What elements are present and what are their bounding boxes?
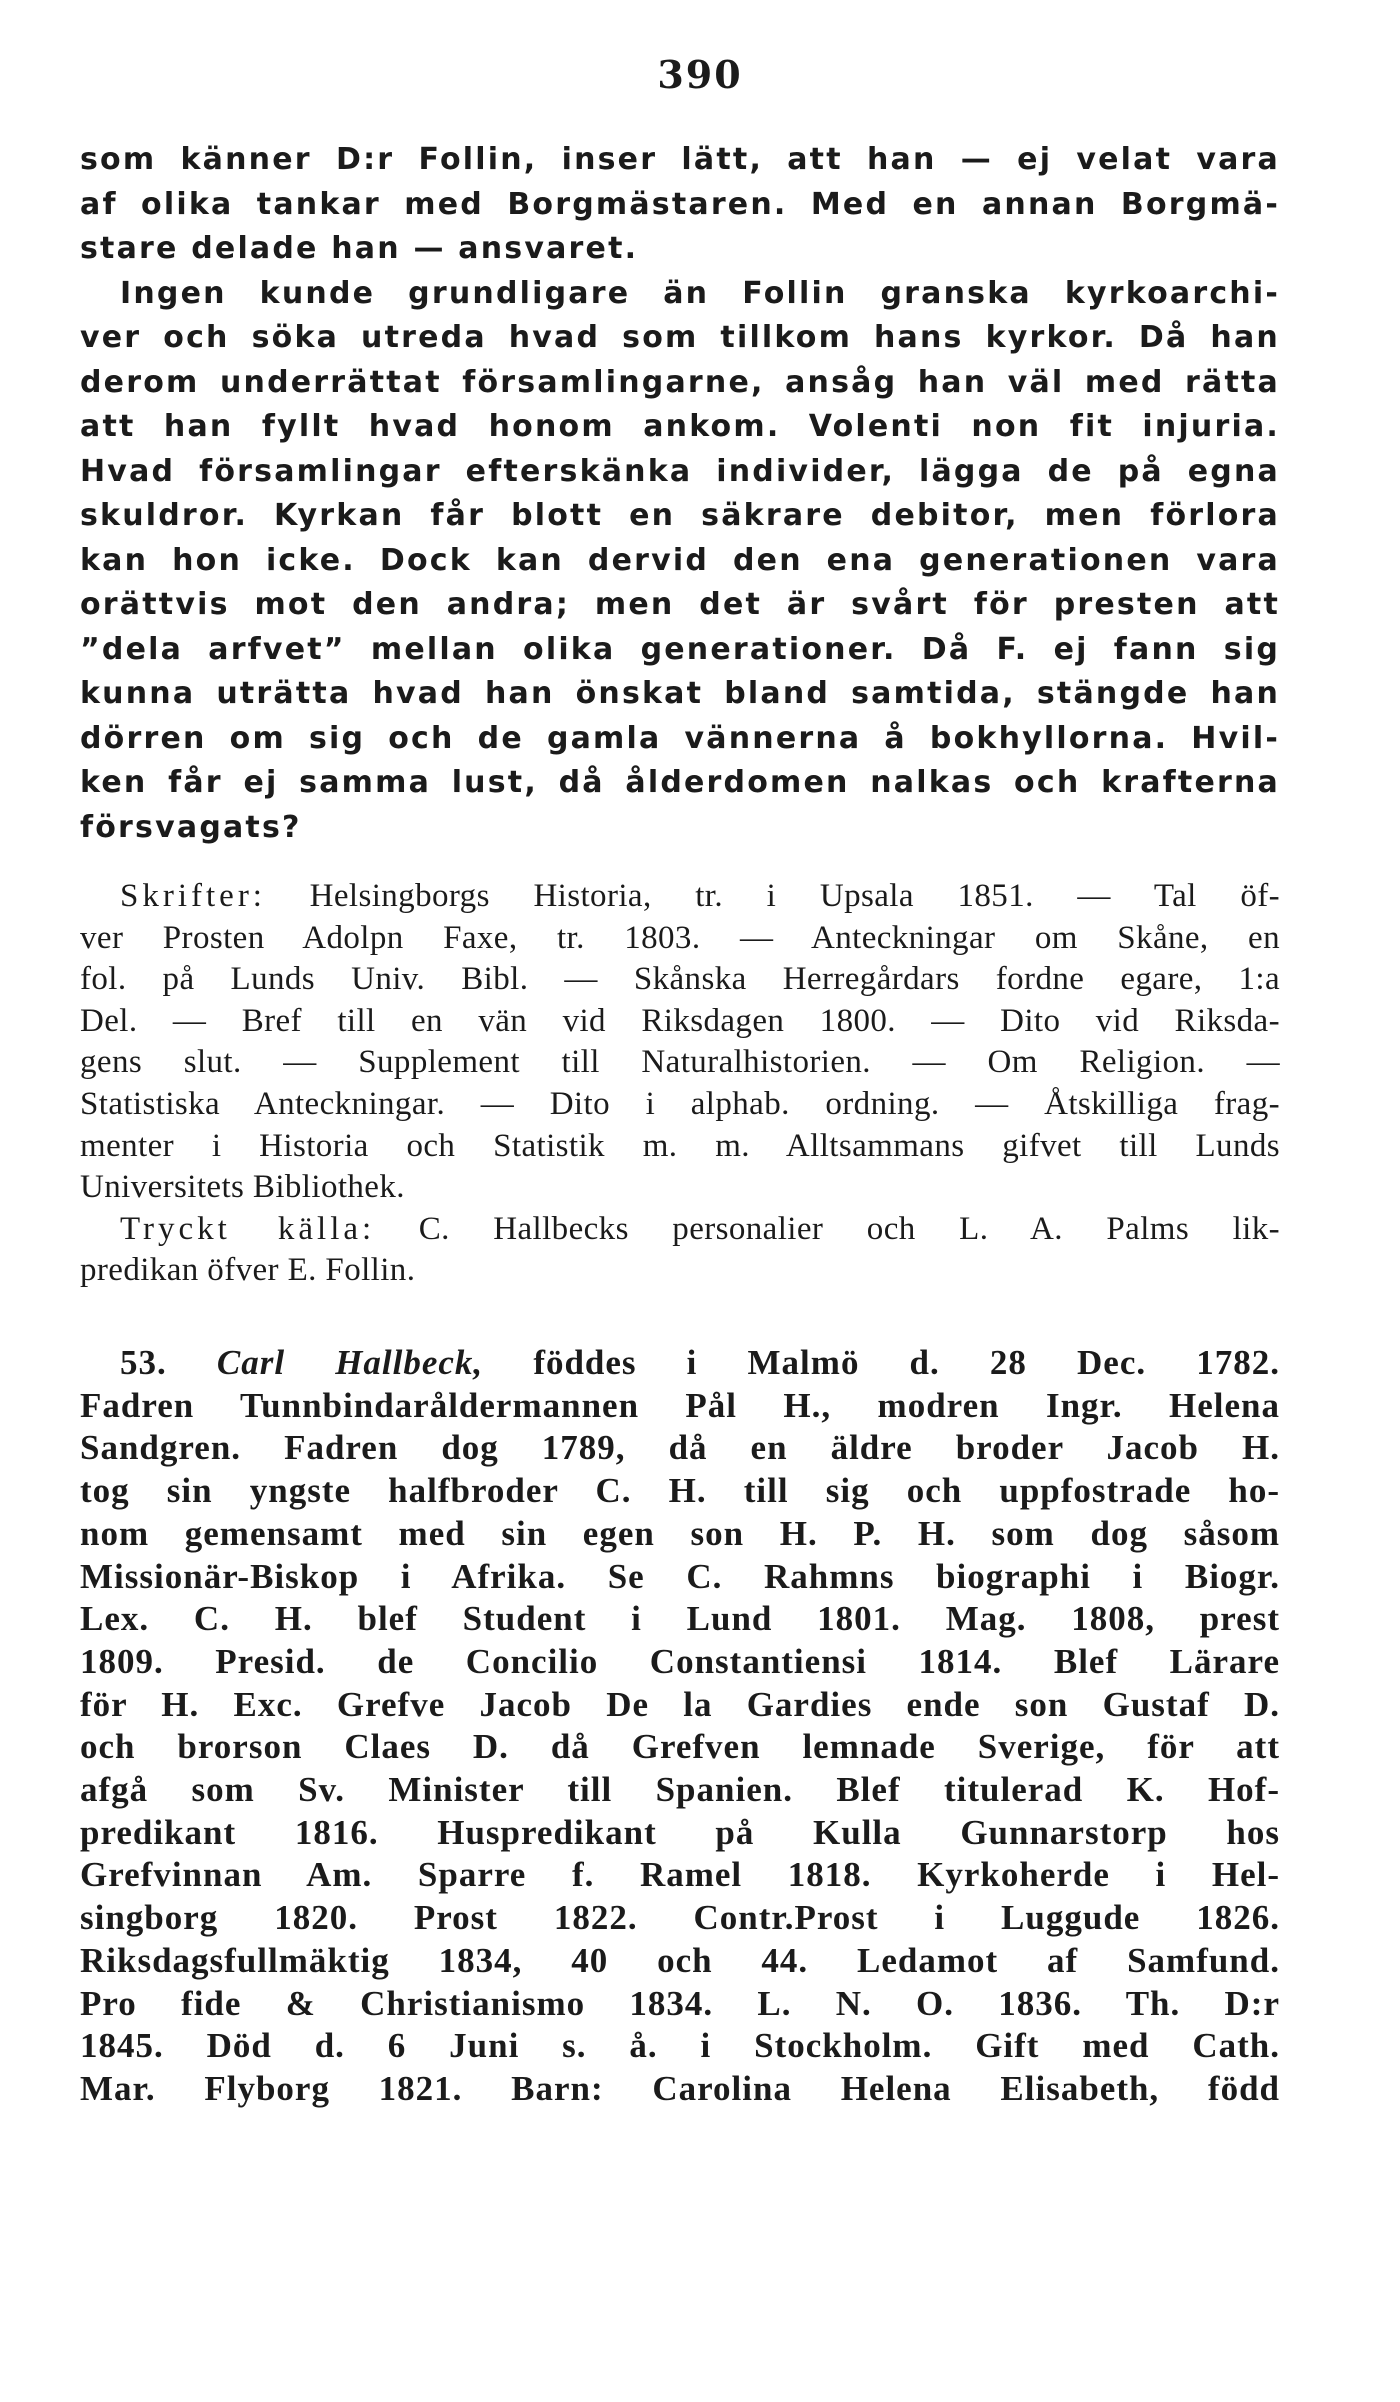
text-line: och brorson Claes D. då Grefven lemnade Sverige, för att [80,1727,1280,1767]
text-line: som känner D:r Follin, inser lätt, att han — ej velat vara [80,142,1280,177]
text-line: ver och söka utreda hvad som tillkom hans kyrkor. Då han [80,320,1280,355]
text-line: för H. Exc. Grefve Jacob De la Gardies ende son Gustaf D. [80,1684,1280,1724]
text-line: 1809. Presid. de Concilio Constantiensi 1814. Blef Lärare [80,1641,1280,1681]
hallbeck-entry-block [80,1342,1280,2111]
text-line: fol. på Lunds Univ. Bibl. — Skånska Herregårdars fordne egare, 1:a [80,961,1280,998]
text-line: försvagats? [80,809,302,845]
text-line: orättvis mot den andra; men det är svårt för presten att [80,587,1280,622]
text-line: 1845. Död d. 6 Juni s. å. i Stockholm. Gift med Cath. [80,2026,1280,2066]
text-line: Fadren Tunnbindaråldermannen Pål H., modren Ingr. Helena [80,1385,1280,1425]
text-line: Missionär-Biskop i Afrika. Se C. Rahmns biographi i Biogr. [80,1556,1280,1596]
entry-number: 53. [120,1343,167,1382]
text-line: predikant 1816. Huspredikant på Kulla Gunnarstorp hos [80,1812,1280,1852]
text-line: ”dela arfvet” mellan olika generationer. Då F. ej fann sig [80,631,1280,667]
tryckt-line [80,1209,1280,1251]
text-line: Hvad församlingar efterskänka individer, lägga de på egna [80,453,1280,489]
text-line: kunna uträtta hvad han önskat bland samtida, stängde han [80,676,1280,711]
text-line: Sandgren. Fadren dog 1789, då en äldre broder Jacob H. [80,1428,1280,1468]
text-line: afgå som Sv. Minister till Spanien. Blef titulerad K. Hof- [80,1770,1280,1810]
text-line: Pro fide & Christianismo 1834. L. N. O. 1836. Th. D:r [80,1983,1280,2023]
text-line: stare delade han — ansvaret. [80,231,639,266]
text-line: derom underrättat församlingarne, ansåg han väl med rätta [80,364,1280,400]
skrifter-text: Helsingborgs Historia, tr. i Upsala 1851. — Tal öf- [309,878,1280,914]
entry-birth: föddes i Malmö d. 28 Dec. 1782. [533,1343,1280,1382]
text-line: skuldror. Kyrkan får blott en säkrare debitor, men förlora [80,498,1280,533]
text-line: Riksdagsfullmäktig 1834, 40 och 44. Ledamot af Samfund. [80,1940,1280,1980]
skrifter-line [80,876,1280,918]
text-line: ver Prosten Adolpn Faxe, tr. 1803. — Anteckningar om Skåne, en [80,919,1280,956]
entry-heading-line [80,1342,1280,1385]
page-number: 390 [657,52,743,97]
text-line: dörren om sig och de gamla vännerna å bokhyllorna. Hvil- [80,720,1280,756]
follin-text-block [80,138,1280,850]
text-line: Del. — Bref till en vän vid Riksdagen 1800. — Dito vid Riksda- [80,1002,1280,1039]
text-line: Grefvinnan Am. Sparre f. Ramel 1818. Kyrkoherde i Hel- [80,1855,1280,1895]
text-line: predikan öfver E. Follin. [80,1252,416,1289]
text-line: kan hon icke. Dock kan dervid den ena generationen vara [80,542,1280,578]
text-line: singborg 1820. Prost 1822. Contr.Prost i Luggude 1826. [80,1898,1280,1938]
entry-name: Carl Hallbeck, [216,1343,484,1382]
tryckt-text: C. Hallbecks personalier och L. A. Palms lik- [418,1210,1280,1247]
text-line: gens slut. — Supplement till Naturalhistorien. — Om Religion. — [80,1044,1280,1081]
text-line: tog sin yngste halfbroder C. H. till sig och uppfostrade ho- [80,1471,1280,1511]
text-line: Mar. Flyborg 1821. Barn: Carolina Helena Elisabeth, född [80,2068,1280,2108]
text-line: Universitets Bibliothek. [80,1169,405,1206]
text-line: menter i Historia och Statistik m. m. Alltsammans gifvet till Lunds [80,1127,1280,1164]
text-line: af olika tankar med Borgmästaren. Med en annan Borgmä- [80,186,1280,222]
text-line: Lex. C. H. blef Student i Lund 1801. Mag. 1808, prest [80,1599,1280,1639]
text-line: Ingen kunde grundligare än Follin granska kyrkoarchi- [120,275,1280,311]
tryckt-label: Tryckt källa: [120,1210,376,1247]
text-line: nom gemensamt med sin egen son H. P. H. som dog såsom [80,1513,1280,1553]
text-line: att han fyllt hvad honom ankom. Volenti non fit injuria. [80,409,1280,444]
text-line: Statistiska Anteckningar. — Dito i alphab. ordning. — Åtskilliga frag- [80,1085,1280,1122]
text-line: ken får ej samma lust, då ålderdomen nalkas och krafterna [80,765,1280,800]
skrifter-label: Skrifter: [120,878,266,914]
bibliography-block [80,876,1280,1292]
